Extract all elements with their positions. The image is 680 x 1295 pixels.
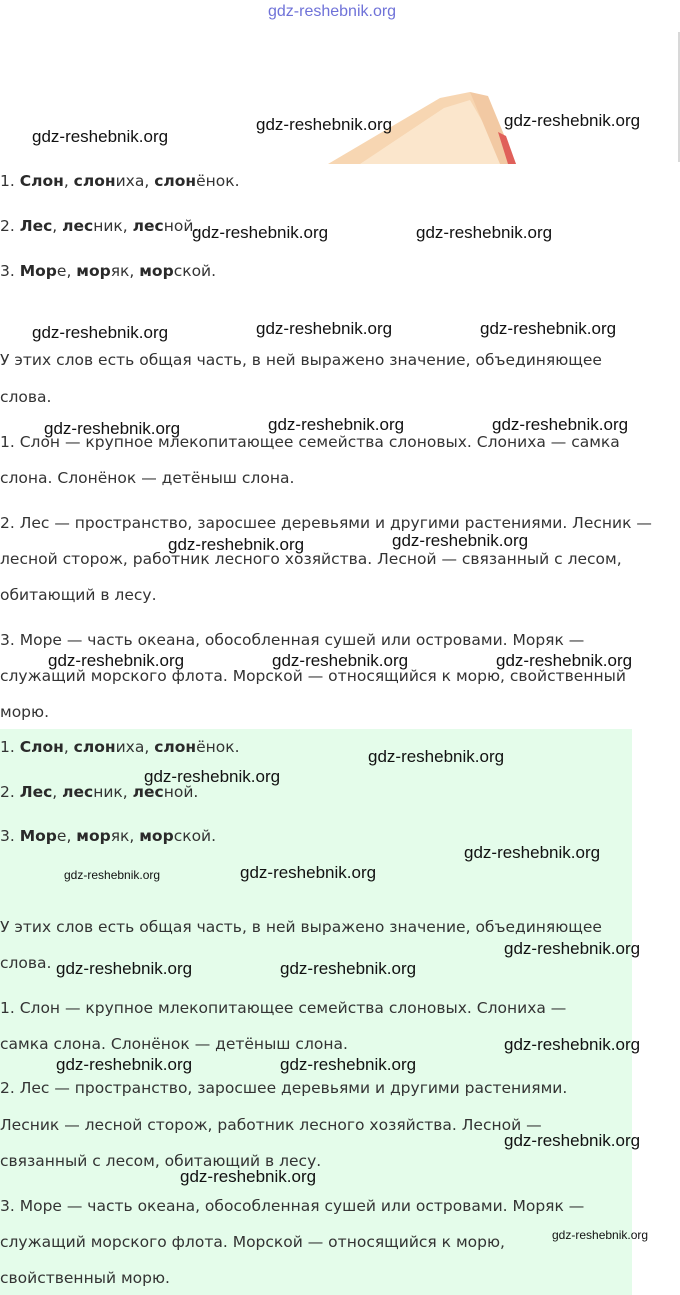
answer-paragraph-line: связанный с лесом, обитающий в лесу.	[0, 1152, 322, 1170]
watermark: gdz-reshebnik.org	[280, 1055, 417, 1074]
paragraph-line: У этих слов есть общая часть, в ней выражено значение, объединяющее	[0, 351, 602, 369]
watermark: gdz-reshebnik.org	[32, 127, 169, 146]
watermark: gdz-reshebnik.org	[368, 747, 505, 766]
answer-paragraph-line: Лесник — лесной сторож, работник лесного хозяйства. Лесной —	[0, 1116, 542, 1134]
paragraph-line: слова.	[0, 388, 52, 406]
paragraph-line: служащий морского флота. Морской — относящийся к морю, свойственный	[0, 667, 626, 685]
answer-paragraph-line: слова.	[0, 954, 52, 972]
watermark: gdz-reshebnik.org	[272, 651, 409, 670]
answer-paragraph-line: служащий морского флота. Морской — относящийся к морю,	[0, 1233, 505, 1251]
watermark: gdz-reshebnik.org	[32, 323, 169, 342]
answer-paragraph-line: 3. Море — часть океана, обособленная сушей или островами. Моряк —	[0, 1197, 585, 1215]
watermark: gdz-reshebnik.org	[504, 939, 641, 958]
paragraph-line: 3. Море — часть океана, обособленная сушей или островами. Моряк —	[0, 631, 585, 649]
answer-paragraph-line: У этих слов есть общая часть, в ней выражено значение, объединяющее	[0, 918, 602, 936]
watermark: gdz-reshebnik.org	[480, 319, 617, 338]
word-list-item-2: 2. Лес, лесник, лесной.	[0, 217, 199, 235]
watermark: gdz-reshebnik.org	[280, 959, 417, 978]
paragraph-line: 1. Слон — крупное млекопитающее семейства слоновых. Слониха — самка	[0, 433, 620, 451]
watermark: gdz-reshebnik.org	[504, 1035, 641, 1054]
watermark: gdz-reshebnik.org	[492, 415, 629, 434]
paragraph-line: лесной сторож, работник лесного хозяйства. Лесной — связанный с лесом,	[0, 550, 622, 568]
paragraph-line: слона. Слонёнок — детёныш слона.	[0, 469, 295, 487]
word-list-item-1: 1. Слон, слониха, слонёнок.	[0, 172, 240, 190]
paragraph-line: обитающий в лесу.	[0, 586, 157, 604]
answer-word-list-item-1: 1. Слон, слониха, слонёнок.	[0, 738, 240, 756]
watermark: gdz-reshebnik.org	[552, 1228, 649, 1242]
watermark: gdz-reshebnik.org	[256, 319, 393, 338]
watermark: gdz-reshebnik.org	[168, 535, 305, 554]
answer-word-list-item-3: 3. Море, моряк, морской.	[0, 827, 217, 845]
paragraph-line: морю.	[0, 703, 49, 721]
watermark: gdz-reshebnik.org	[256, 115, 393, 134]
watermark: gdz-reshebnik.org	[504, 111, 641, 130]
watermark: gdz-reshebnik.org	[44, 419, 181, 438]
answer-paragraph-line: свойственный морю.	[0, 1269, 170, 1287]
watermark: gdz-reshebnik.org	[48, 651, 185, 670]
answer-paragraph-line: самка слона. Слонёнок — детёныш слона.	[0, 1035, 348, 1053]
word-list-item-3: 3. Море, моряк, морской.	[0, 262, 217, 280]
answer-paragraph-line: 2. Лес — пространство, заросшее деревьями и другими растениями.	[0, 1079, 568, 1097]
header-watermark[interactable]: gdz-reshebnik.org	[268, 3, 397, 20]
watermark: gdz-reshebnik.org	[56, 1055, 193, 1074]
watermark: gdz-reshebnik.org	[180, 1167, 317, 1186]
watermark: gdz-reshebnik.org	[416, 223, 553, 242]
answer-word-list-item-2: 2. Лес, лесник, лесной.	[0, 783, 199, 801]
watermark: gdz-reshebnik.org	[392, 531, 529, 550]
watermark: gdz-reshebnik.org	[268, 415, 405, 434]
watermark: gdz-reshebnik.org	[240, 863, 377, 882]
answer-paragraph-line: 1. Слон — крупное млекопитающее семейства слоновых. Слониха —	[0, 999, 567, 1017]
watermark: gdz-reshebnik.org	[192, 223, 329, 242]
watermark: gdz-reshebnik.org	[504, 1131, 641, 1150]
watermark: gdz-reshebnik.org	[144, 767, 281, 786]
watermark: gdz-reshebnik.org	[56, 959, 193, 978]
watermark: gdz-reshebnik.org	[464, 843, 601, 862]
watermark: gdz-reshebnik.org	[496, 651, 633, 670]
watermark: gdz-reshebnik.org	[64, 868, 161, 882]
paragraph-line: 2. Лес — пространство, заросшее деревьями и другими растениями. Лесник —	[0, 514, 652, 532]
